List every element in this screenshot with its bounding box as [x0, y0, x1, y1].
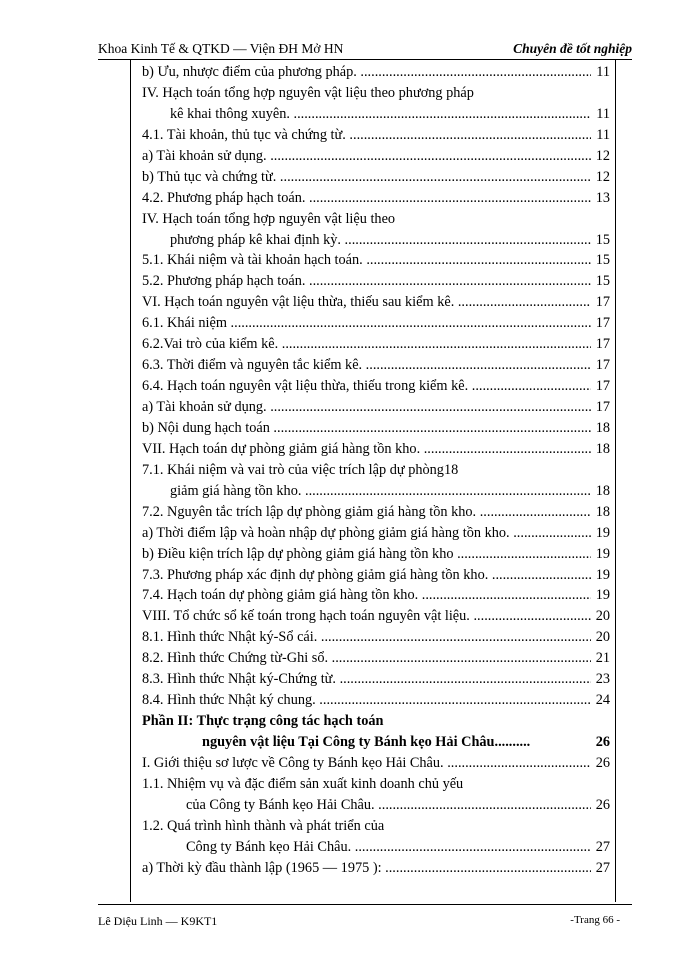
toc-entry — [142, 292, 610, 313]
toc-entry — [142, 648, 610, 669]
toc-entry-title: phương pháp kê khai định kỳ. ..... — [170, 230, 591, 251]
page-header — [98, 38, 632, 60]
toc-entry-title: nguyên vật liệu Tại Công ty Bánh kẹo Hải Châu.......... — [202, 734, 531, 750]
toc-entry-title: 5.1. Khái niệm và tài khoản hạch toán. ..... — [142, 250, 591, 271]
toc-entry — [142, 397, 610, 418]
toc-entry-title: b) Ưu, nhược điểm của phương pháp. ..... — [142, 62, 591, 83]
toc-entry — [142, 209, 610, 230]
toc-entry-title: b) Điều kiện trích lập dự phòng giảm giá hàng tồn kho ..... — [142, 544, 591, 565]
toc-entry — [142, 104, 610, 125]
toc-entry — [142, 774, 610, 795]
footer-page-number: -Trang 66 - — [570, 914, 620, 926]
header-institution: Khoa Kinh Tế & QTKD — Viện ĐH Mở HN — [98, 41, 344, 56]
toc-entry-page: 12 — [595, 167, 610, 188]
toc-entry-page: 11 — [595, 62, 610, 83]
toc-entry-page: 11 — [595, 104, 610, 125]
toc-entry-page: 12 — [595, 146, 610, 167]
toc-entry-title: 1.2. Quá trình hình thành và phát triển của — [142, 817, 385, 834]
toc-entry-title: VI. Hạch toán nguyên vật liệu thừa, thiếu sau kiểm kê. ..... — [142, 292, 591, 313]
toc-entry — [142, 62, 610, 83]
toc-entry — [142, 690, 610, 711]
toc-entry-page: 26 — [595, 753, 610, 774]
toc-entry-title: b) Thủ tục và chứng từ. ..... — [142, 167, 591, 188]
toc-entry-page: 23 — [595, 669, 610, 690]
toc-entry-title: 8.1. Hình thức Nhật ký-Sổ cái. ..... — [142, 627, 591, 648]
toc-entry — [142, 816, 610, 837]
toc-entry-title: 1.1. Nhiệm vụ và đặc điểm sản xuất kinh doanh chủ yếu — [142, 775, 464, 792]
toc-entry-page: 13 — [595, 188, 610, 209]
toc-entry — [142, 502, 610, 523]
toc-entry-title: 8.2. Hình thức Chứng từ-Ghi sổ. ..... — [142, 648, 591, 669]
toc-entry — [142, 837, 610, 858]
toc-entry-title: 8.4. Hình thức Nhật ký chung. ..... — [142, 690, 591, 711]
toc-entry — [142, 355, 610, 376]
toc-entry-page: 17 — [595, 376, 610, 397]
toc-entry — [142, 627, 610, 648]
toc-entry — [142, 523, 610, 544]
toc-entry-title: 6.4. Hạch toán nguyên vật liệu thừa, thiếu trong kiểm kê. ..... — [142, 376, 591, 397]
toc-entry-title: 7.4. Hạch toán dự phòng giảm giá hàng tồn kho. ..... — [142, 585, 591, 606]
toc-entry-page: 27 — [595, 858, 610, 879]
toc-entry-title: IV. Hạch toán tổng hợp nguyên vật liệu theo phương pháp — [142, 84, 474, 101]
toc-entry — [142, 732, 610, 753]
toc-entry-page: 17 — [595, 355, 610, 376]
toc-entry-page: 19 — [595, 585, 610, 606]
toc-entry-title: giảm giá hàng tồn kho. ..... — [170, 481, 591, 502]
toc-entry-page: 20 — [595, 606, 610, 627]
toc-entry — [142, 711, 610, 732]
toc-entry-page: 21 — [595, 648, 610, 669]
toc-entry-title: 8.3. Hình thức Nhật ký-Chứng từ. ..... — [142, 669, 591, 690]
toc-entry — [142, 669, 610, 690]
toc-entry-title: 7.3. Phương pháp xác định dự phòng giảm giá hàng tồn kho. ..... — [142, 565, 591, 586]
toc-entry — [142, 313, 610, 334]
toc-entry-page: 20 — [595, 627, 610, 648]
toc-entry — [142, 230, 610, 251]
toc-entry-title: a) Thời điểm lập và hoàn nhập dự phòng giảm giá hàng tồn kho. ..... — [142, 523, 591, 544]
toc-entry-title: VII. Hạch toán dự phòng giảm giá hàng tồn kho. ..... — [142, 439, 591, 460]
toc-entry-title: a) Tài khoản sử dụng. ..... — [142, 146, 591, 167]
toc-entry — [142, 125, 610, 146]
toc-entry — [142, 460, 610, 481]
toc-entry-title: 4.2. Phương pháp hạch toán. ..... — [142, 188, 591, 209]
toc-entry-title: I. Giới thiệu sơ lược về Công ty Bánh kẹo Hải Châu. ..... — [142, 753, 591, 774]
toc-entry-title: b) Nội dung hạch toán ..... — [142, 418, 591, 439]
page-footer — [98, 904, 632, 930]
toc-entry-title: IV. Hạch toán tổng hợp nguyên vật liệu theo — [142, 210, 396, 227]
toc-entry — [142, 418, 610, 439]
toc-entry-title: 5.2. Phương pháp hạch toán. ..... — [142, 271, 591, 292]
toc-entry — [142, 481, 610, 502]
toc-entry-title: 6.2.Vai trò của kiểm kê. ..... — [142, 334, 591, 355]
toc-entry-title: a) Thời kỳ đầu thành lập (1965 — 1975 ): ..... — [142, 858, 591, 879]
toc-entry-title: 4.1. Tài khoản, thủ tục và chứng từ. ..... — [142, 125, 591, 146]
toc-entry — [142, 334, 610, 355]
toc-entry-page: 24 — [595, 690, 610, 711]
toc-entry — [142, 439, 610, 460]
toc-entry — [142, 606, 610, 627]
toc-entry-title: Phần II: Thực trạng công tác hạch toán — [142, 713, 384, 730]
toc-entry-title: a) Tài khoản sử dụng. ..... — [142, 397, 591, 418]
toc-entry-title: Công ty Bánh kẹo Hải Châu. ..... — [186, 837, 591, 858]
toc-entry-title: 7.2. Nguyên tắc trích lập dự phòng giảm giá hàng tồn kho. ..... — [142, 502, 591, 523]
header-doc-type: Chuyên đề tốt nghiệp — [513, 41, 632, 56]
toc-entry-page: 15 — [595, 230, 610, 251]
toc-entry — [142, 167, 610, 188]
toc-entry — [142, 271, 610, 292]
table-of-contents — [142, 62, 610, 879]
toc-entry — [142, 565, 610, 586]
toc-entry-page: 18 — [595, 418, 610, 439]
toc-entry-page: 27 — [595, 837, 610, 858]
toc-entry-page: 17 — [595, 313, 610, 334]
toc-entry-page: 26 — [595, 795, 610, 816]
toc-entry-page: 15 — [595, 271, 610, 292]
toc-entry — [142, 376, 610, 397]
toc-entry-page: 18 — [595, 502, 610, 523]
toc-entry-title: 7.1. Khái niệm và vai trò của việc trích lập dự phòng18 — [142, 461, 459, 478]
toc-entry-page: 15 — [595, 250, 610, 271]
toc-entry-page: 19 — [595, 544, 610, 565]
toc-entry-page: 17 — [595, 334, 610, 355]
toc-entry — [142, 753, 610, 774]
toc-entry — [142, 188, 610, 209]
toc-entry-page: 17 — [595, 292, 610, 313]
toc-entry-page: 26 — [595, 732, 610, 753]
toc-entry-page: 18 — [595, 481, 610, 502]
footer-author: Lê Diệu Linh — K9KT1 — [98, 914, 218, 928]
toc-entry — [142, 858, 610, 879]
toc-entry-page: 19 — [595, 523, 610, 544]
toc-entry-page: 11 — [595, 125, 610, 146]
toc-entry-title: của Công ty Bánh kẹo Hải Châu. ..... — [186, 795, 591, 816]
toc-entry-page: 18 — [595, 439, 610, 460]
footer-rule — [98, 904, 632, 905]
toc-entry-title: kê khai thông xuyên. ..... — [170, 104, 591, 125]
toc-entry-title: 6.3. Thời điểm và nguyên tắc kiểm kê. ..... — [142, 355, 591, 376]
toc-entry-page: 17 — [595, 397, 610, 418]
toc-entry — [142, 544, 610, 565]
toc-entry — [142, 250, 610, 271]
toc-entry — [142, 83, 610, 104]
toc-entry — [142, 795, 610, 816]
toc-entry-page: 19 — [595, 565, 610, 586]
toc-entry-title: 6.1. Khái niệm ..... — [142, 313, 591, 334]
toc-entry — [142, 585, 610, 606]
toc-entry — [142, 146, 610, 167]
toc-entry-title: VIII. Tổ chức sổ kế toán trong hạch toán nguyên vật liệu. ..... — [142, 606, 591, 627]
